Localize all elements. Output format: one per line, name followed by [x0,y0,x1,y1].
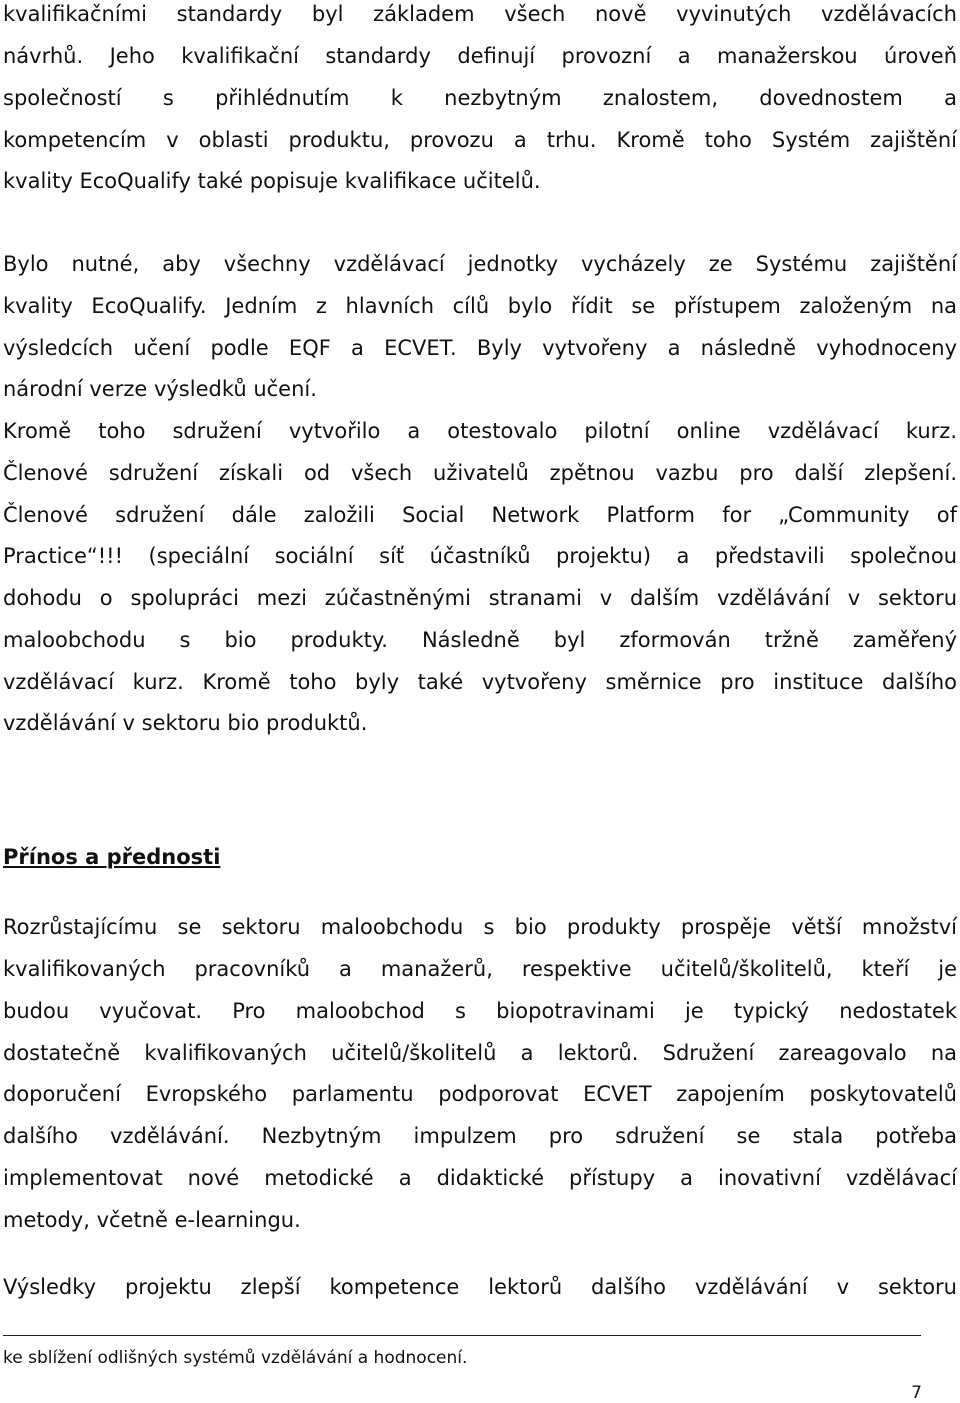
paragraph-line: kvalifikovaných pracovníků a manažerů, respektive učitelů/školitelů, kteří je [3,957,957,981]
paragraph-line: Členové sdružení dále založili Social Network Platform for „Community of [3,503,957,527]
paragraph-line: společností s přihlédnutím k nezbytným znalostem, dovednostem a [3,86,957,110]
page-number: 7 [911,1383,922,1403]
paragraph-line: Kromě toho sdružení vytvořilo a otestovalo pilotní online vzdělávací kurz. [3,419,957,443]
paragraph-line: kvality EcoQualify. Jedním z hlavních cílů bylo řídit se přístupem založeným na [3,294,957,318]
section-heading: Přínos a přednosti [3,845,221,869]
paragraph-line: dalšího vzdělávání. Nezbytným impulzem pro sdružení se stala potřeba [3,1124,957,1148]
paragraph-line: Bylo nutné, aby všechny vzdělávací jednotky vycházely ze Systému zajištění [3,252,957,276]
paragraph-line: národní verze výsledků učení. [3,377,317,401]
paragraph-line: dohodu o spolupráci mezi zúčastněnými stranami v dalším vzdělávání v sektoru [3,586,957,610]
paragraph-line: Practice“!!! (speciální sociální síť účastníků projektu) a představili společnou [3,544,957,568]
paragraph-line: výsledcích učení podle EQF a ECVET. Byly vytvořeny a následně vyhodnoceny [3,336,957,360]
paragraph-line: kvality EcoQualify také popisuje kvalifikace učitelů. [3,169,541,193]
paragraph-line: Členové sdružení získali od všech uživatelů zpětnou vazbu pro další zlepšení. [3,461,957,485]
paragraph-line: kvalifikačními standardy byl základem všech nově vyvinutých vzdělávacích [3,2,957,26]
paragraph-line: vzdělávání v sektoru bio produktů. [3,711,368,735]
paragraph-line: maloobchodu s bio produkty. Následně byl zformován tržně zaměřený [3,628,957,652]
paragraph-line: vzdělávací kurz. Kromě toho byly také vytvořeny směrnice pro instituce dalšího [3,670,957,694]
footnote-text: ke sblížení odlišných systémů vzdělávání a hodnocení. [3,1348,468,1368]
paragraph-line: metody, včetně e-learningu. [3,1208,301,1232]
paragraph-line: kompetencím v oblasti produktu, provozu a trhu. Kromě toho Systém zajištění [3,128,957,152]
paragraph-line: Výsledky projektu zlepší kompetence lektorů dalšího vzdělávání v sektoru [3,1275,957,1299]
paragraph-line: budou vyučovat. Pro maloobchod s biopotravinami je typický nedostatek [3,999,957,1023]
paragraph-line: dostatečně kvalifikovaných učitelů/školitelů a lektorů. Sdružení zareagovalo na [3,1041,957,1065]
paragraph-line: implementovat nové metodické a didaktické přístupy a inovativní vzdělávací [3,1166,957,1190]
paragraph-line: Rozrůstajícímu se sektoru maloobchodu s bio produkty prospěje větší množství [3,915,957,939]
paragraph-line: návrhů. Jeho kvalifikační standardy definují provozní a manažerskou úroveň [3,44,957,68]
paragraph-line: doporučení Evropského parlamentu podporovat ECVET zapojením poskytovatelů [3,1082,957,1106]
footnote-separator [3,1335,921,1336]
